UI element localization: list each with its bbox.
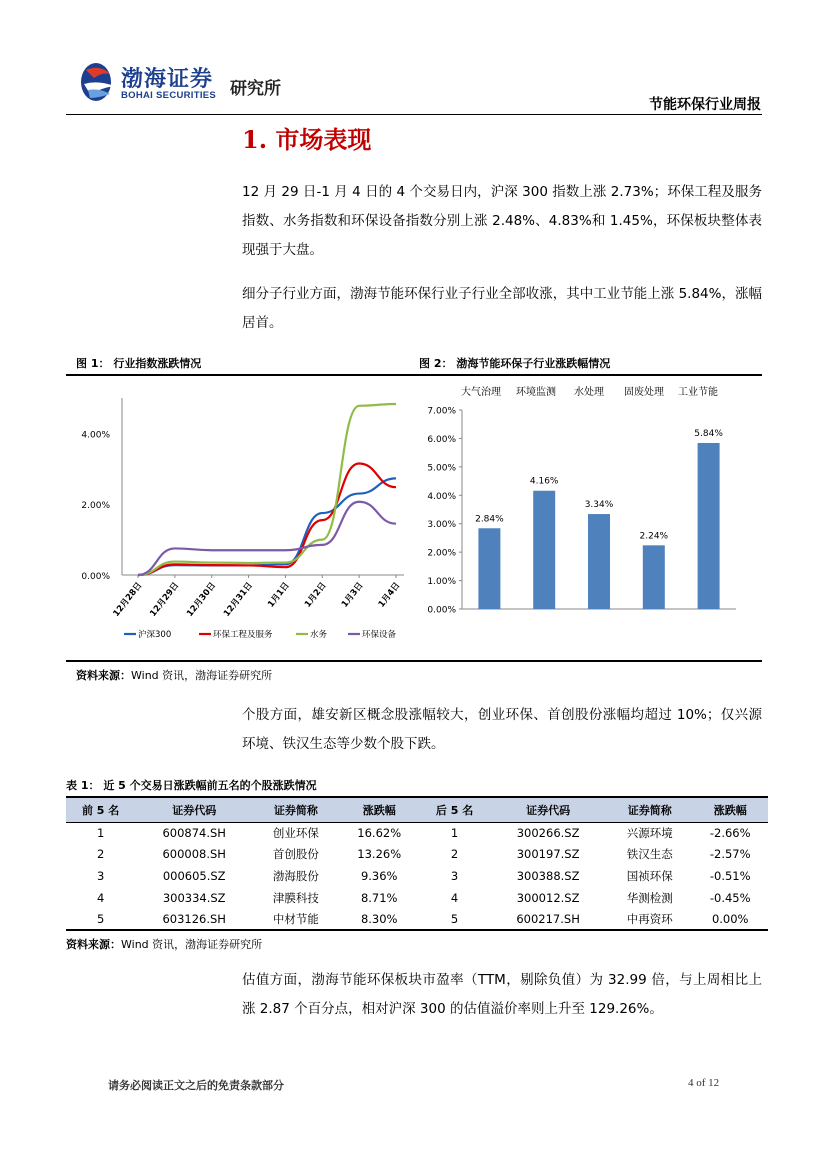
x-tick-label: 1月2日 [303, 580, 329, 610]
table-cell: 300012.SZ [516, 890, 580, 905]
table-cell: 1 [450, 826, 459, 841]
figure-source [76, 667, 272, 683]
table-cell: 300197.SZ [516, 847, 580, 862]
table-cell: 5 [420, 908, 489, 930]
table-cell: 华测检测 [626, 890, 673, 905]
table-row [66, 908, 768, 930]
series-line-环保工程及服务 [138, 463, 396, 575]
table-cell: -2.57% [709, 847, 751, 862]
figure-bottom-rule [66, 660, 762, 662]
logo-english-name: BOHAI SECURITIES [121, 90, 217, 101]
header-divider [66, 114, 762, 115]
table-cell: 3 [96, 868, 105, 883]
table-cell: 4 [96, 890, 105, 905]
header-name-2: 证券简称 [607, 797, 692, 822]
table-title: 表 1： 近 5 个交易日涨跌幅前五名的个股涨跌情况 [66, 779, 317, 792]
table-cell: 1 [96, 826, 105, 841]
y-tick-label: 7.00% [427, 406, 456, 417]
figure-1-title: 图 1： 行业指数涨跌情况 [76, 357, 202, 370]
legend-label: 环保设备 [362, 630, 397, 640]
table-header-row [66, 797, 768, 822]
table-cell: 9.36% [360, 868, 398, 883]
bar-data-label: 2.84% [475, 514, 504, 525]
disclaimer-note: 请务必阅读正文之后的免责条款部分 [108, 1079, 284, 1092]
y-tick-label: 5.00% [427, 463, 456, 474]
x-tick-label: 12月30日 [185, 580, 219, 619]
table-cell: 600874.SH [162, 826, 226, 841]
x-tick-label: 1月1日 [266, 580, 292, 610]
bar-data-label: 2.24% [639, 531, 669, 542]
table-cell: 5 [66, 908, 135, 930]
header-code-2: 证券代码 [489, 797, 607, 822]
bar-固废处理 [643, 545, 665, 609]
y-tick-label: 4.00% [81, 430, 110, 441]
table-cell: 300334.SZ [162, 890, 226, 905]
category-label: 环境监测 [516, 387, 556, 398]
institute-label: 研究所 [230, 79, 281, 99]
figure-2-title: 图 2： 渤海节能环保子行业涨跌幅情况 [419, 357, 611, 370]
table-cell: 津膜科技 [272, 890, 319, 905]
table-cell: 国祯环保 [626, 868, 673, 883]
header-change-2: 涨跌幅 [692, 797, 768, 822]
header-change: 涨跌幅 [339, 797, 420, 822]
table-cell: 8.30% [339, 908, 420, 930]
y-tick-label: 2.00% [427, 548, 456, 559]
line-chart-index-performance [66, 380, 416, 655]
x-tick-label: 1月4日 [376, 580, 403, 610]
x-tick-label: 12月31日 [222, 580, 255, 619]
y-tick-label: 2.00% [81, 501, 110, 512]
report-title: 节能环保行业周报 [649, 97, 761, 113]
table-cell: 600217.SH [489, 908, 607, 930]
table-row [66, 844, 768, 866]
logo-chinese-name: 渤海证券 [121, 67, 214, 92]
bar-水处理 [588, 514, 610, 609]
y-tick-label: 0.00% [427, 605, 456, 616]
table-cell: -0.51% [709, 868, 751, 883]
x-tick-label: 1月3日 [339, 580, 366, 610]
figure-source-label: 资料来源： [76, 669, 131, 682]
table-row [66, 887, 768, 909]
table-cell: -0.45% [709, 890, 751, 905]
header-code: 证券代码 [135, 797, 253, 822]
table-cell: 创业环保 [272, 826, 319, 841]
table-cell: 300388.SZ [516, 868, 580, 883]
y-tick-label: 4.00% [427, 491, 456, 502]
table-cell: 中材节能 [253, 908, 338, 930]
x-tick-label: 12月28日 [111, 580, 145, 619]
header-top5: 前 5 名 [66, 797, 135, 822]
page-number: 4 of 12 [688, 1077, 720, 1089]
x-tick-label: 12月29日 [148, 580, 182, 619]
table-cell: 2 [96, 847, 105, 862]
paragraph-stocks: 个股方面，雄安新区概念股涨幅较大，创业环保、首创股份涨幅均超过 10%；仅兴源环境、铁汉生态等少数个股下跌。 [242, 707, 762, 752]
bar-data-label: 5.84% [694, 428, 723, 439]
table-cell: -2.66% [709, 826, 751, 841]
table-cell: 603126.SH [135, 908, 253, 930]
bar-环境监测 [533, 491, 555, 609]
table-source [66, 936, 262, 952]
table-cell: 4 [450, 890, 459, 905]
category-label: 水处理 [574, 387, 604, 398]
table-cell: 2 [450, 847, 459, 862]
table-cell: 铁汉生态 [626, 847, 673, 862]
table-source-label: 资料来源： [66, 938, 121, 951]
table-cell: 0.00% [692, 908, 768, 930]
figure-source-text: Wind 资讯，渤海证券研究所 [131, 669, 273, 682]
y-tick-label: 0.00% [81, 572, 110, 582]
category-label: 大气治理 [461, 387, 501, 398]
category-label: 固废处理 [624, 387, 664, 398]
table-cell: 3 [450, 868, 459, 883]
table-cell: 000605.SZ [162, 868, 226, 883]
bar-data-label: 4.16% [529, 476, 559, 487]
bar-大气治理 [478, 528, 500, 609]
table-source-text: Wind 资讯，渤海证券研究所 [121, 938, 263, 951]
header-name: 证券简称 [253, 797, 338, 822]
bohai-logo-icon [80, 60, 118, 104]
paragraph-market-summary: 12 月 29 日-1 月 4 日的 4 个交易日内，沪深 300 指数上涨 2.73%；环保工程及服务指数、水务指数和环保设备指数分别上涨 2.48%、4.83%和 1.45%，环保板块整体表现强于大盘。 [242, 184, 762, 258]
table-cell: 兴源环境 [626, 826, 673, 841]
table-cell: 渤海股份 [272, 868, 319, 883]
paragraph-valuation: 估值方面，渤海节能环保板块市盈率（TTM，剔除负值）为 32.99 倍，与上周相比上涨 2.87 个百分点，相对沪深 300 的估值溢价率则上升至 129.26%。 [242, 972, 762, 1017]
legend-label: 环保工程及服务 [213, 630, 273, 640]
paragraph-subindustry: 细分子行业方面，渤海节能环保行业子行业全部收涨，其中工业节能上涨 5.84%，涨幅居首。 [242, 286, 762, 331]
header-bottom5: 后 5 名 [420, 797, 489, 822]
bar-data-label: 3.34% [584, 500, 614, 511]
stocks-table [66, 796, 768, 931]
table-row [66, 822, 768, 844]
figure-top-rule [66, 374, 762, 376]
table-cell: 600008.SH [162, 847, 226, 862]
table-cell: 8.71% [360, 890, 398, 905]
table-row [66, 865, 768, 887]
legend-label: 沪深300 [138, 630, 172, 640]
category-label: 工业节能 [678, 387, 718, 398]
y-tick-label: 3.00% [427, 520, 456, 531]
table-cell: 300266.SZ [516, 826, 580, 841]
y-tick-label: 6.00% [427, 434, 456, 445]
table-cell: 中再资环 [607, 908, 692, 930]
table-cell: 13.26% [357, 847, 402, 862]
bar-chart-subindustry [416, 380, 766, 620]
bar-工业节能 [698, 443, 720, 609]
table-cell: 首创股份 [272, 847, 319, 862]
y-tick-label: 1.00% [427, 577, 456, 588]
table-cell: 16.62% [357, 826, 402, 841]
section-heading: 1. 市场表现 [242, 125, 372, 154]
legend-label: 水务 [310, 630, 328, 640]
